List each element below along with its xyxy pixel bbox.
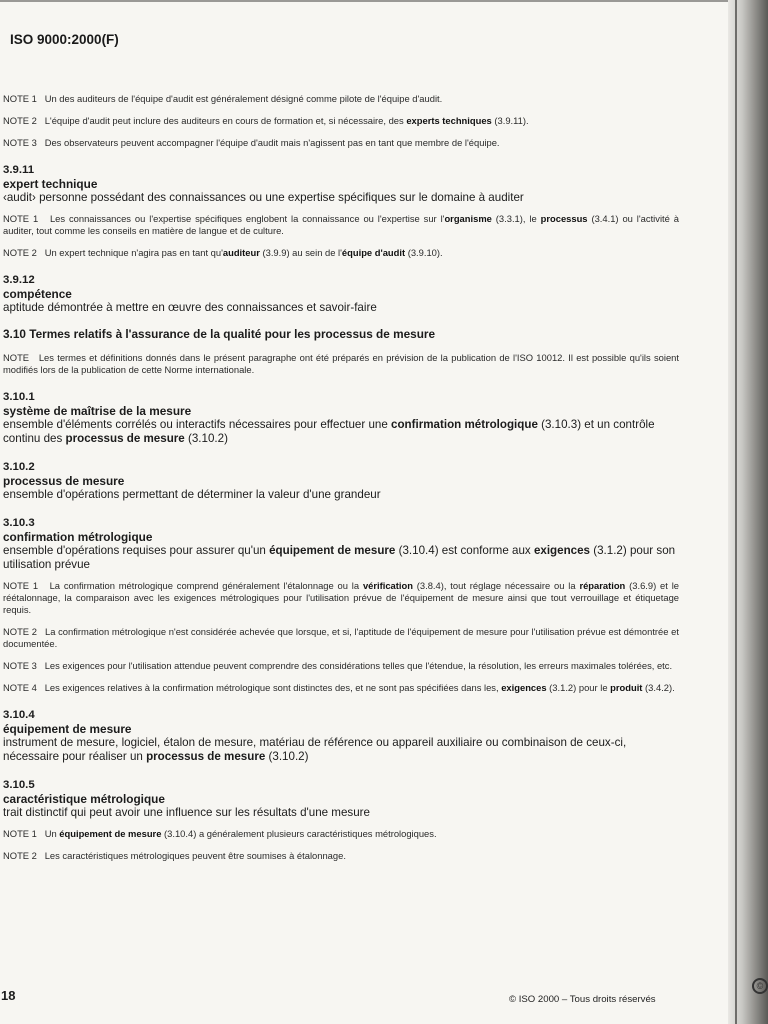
entry-definition: instrument de mesure, logiciel, étalon de mesure, matériau de référence ou appareil auxiliaire ou combinaison de ceux-ci, nécessaire pour réaliser un processus de mesure (3.10.2)	[3, 736, 627, 763]
entry-note-2: NOTE 2 Un expert technique n'agira pas en tant qu'auditeur (3.9.9) au sein de l'équipe d'audit (3.9.10).	[3, 247, 443, 258]
entry-note-1: NOTE 1 Les connaissances ou l'expertise spécifiques englobent la connaissance ou l'expertise sur l'organisme (3.3.1), le processus (3.4.1) ou l'activité à auditer, tout comme les conseils en matière de langue et de culture.	[3, 213, 679, 236]
entry-number: 3.10.2	[3, 461, 35, 473]
binding-line	[735, 0, 737, 1024]
entry-term: équipement de mesure	[3, 722, 132, 736]
top-edge-line	[0, 0, 728, 2]
entry-term: compétence	[3, 287, 72, 301]
entry-definition: ensemble d'opérations permettant de déterminer la valeur d'une grandeur	[3, 488, 381, 501]
note-intro-2: NOTE 2 L'équipe d'audit peut inclure des auditeurs en cours de formation et, si nécessaire, des experts techniques (3.9.11).	[3, 115, 529, 126]
copyright-notice: © ISO 2000 – Tous droits réservés	[509, 994, 656, 1005]
entry-note-2: NOTE 2 Les caractéristiques métrologiques peuvent être soumises à étalonnage.	[3, 850, 346, 861]
book-spine-shadow	[728, 0, 768, 1024]
page-number: 18	[1, 988, 16, 1003]
entry-term: système de maîtrise de la mesure	[3, 404, 192, 418]
entry-3-10-2	[3, 460, 679, 502]
entry-number: 3.9.12	[3, 274, 35, 286]
entry-definition: aptitude démontrée à mettre en œuvre des connaissances et savoir-faire	[3, 301, 377, 314]
page-header-title: ISO 9000:2000(F)	[10, 32, 119, 47]
note-intro-1: NOTE 1 Un des auditeurs de l'équipe d'audit est généralement désigné comme pilote de l'équipe d'audit.	[3, 93, 443, 104]
entry-note-1: NOTE 1 La confirmation métrologique comprend généralement l'étalonnage ou la vérification (3.8.4), tout réglage nécessaire ou la réparation (3.6.9) et le réétalonnage, la comparaison avec les exigences métrologiques pour l'utilisation prévue de l'équipement de mesure ainsi que tout verrouillage et étiquetage requis.	[3, 580, 679, 615]
entry-3-10-4	[3, 708, 679, 764]
entry-term: caractéristique métrologique	[3, 792, 165, 806]
entry-term: confirmation métrologique	[3, 530, 153, 544]
entry-number: 3.10.3	[3, 517, 35, 529]
entry-number: 3.9.11	[3, 164, 35, 176]
entry-note-3: NOTE 3 Les exigences pour l'utilisation attendue peuvent comprendre des considérations telles que l'étendue, la résolution, les erreurs maximales tolérées, etc.	[3, 660, 673, 671]
entry-definition: ‹audit› personne possédant des connaissances ou une expertise spécifiques sur le domaine à auditer	[3, 191, 524, 204]
entry-definition: ensemble d'opérations requises pour assurer qu'un équipement de mesure (3.10.4) est conforme aux exigences (3.1.2) pour son utilisation prévue	[3, 544, 676, 571]
entry-3-9-12	[3, 273, 679, 315]
document-body	[3, 93, 679, 872]
entry-note-2: NOTE 2 La confirmation métrologique n'est considérée achevée que lorsque, et si, l'aptitude de l'équipement de mesure pour l'utilisation prévue est démontrée et documentée.	[3, 626, 679, 649]
entry-term: processus de mesure	[3, 474, 125, 488]
entry-number: 3.10.5	[3, 779, 35, 791]
entry-3-9-11	[3, 163, 679, 259]
copyright-circle-icon: ©	[752, 978, 768, 994]
entry-number: 3.10.1	[3, 391, 35, 403]
entry-number: 3.10.4	[3, 709, 35, 721]
note-intro-3: NOTE 3 Des observateurs peuvent accompagner l'équipe d'audit mais n'agissent pas en tant que membre de l'équipe.	[3, 137, 500, 148]
entry-3-10-1	[3, 390, 679, 446]
entry-definition: trait distinctif qui peut avoir une influence sur les résultats d'une mesure	[3, 806, 370, 819]
entry-3-10-5	[3, 778, 679, 862]
entry-note-1: NOTE 1 Un équipement de mesure (3.10.4) a généralement plusieurs caractéristiques métrologiques.	[3, 828, 437, 839]
entry-term: expert technique	[3, 177, 98, 191]
entry-definition: ensemble d'éléments corrélés ou interactifs nécessaires pour effectuer une confirmation métrologique (3.10.3) et un contrôle continu des processus de mesure (3.10.2)	[3, 418, 655, 445]
section-heading-3-10: 3.10 Termes relatifs à l'assurance de la qualité pour les processus de mesure	[3, 327, 436, 341]
entry-3-10-3	[3, 516, 679, 694]
section-note: NOTE Les termes et définitions donnés dans le présent paragraphe ont été préparés en prévision de la publication de l'ISO 10012. Il est possible qu'ils soient modifiés lors de la publication de cette Norme internationale.	[3, 352, 679, 375]
entry-note-4: NOTE 4 Les exigences relatives à la confirmation métrologique sont distinctes des, et ne sont pas spécifiées dans les, exigences (3.1.2) pour le produit (3.4.2).	[3, 682, 675, 693]
